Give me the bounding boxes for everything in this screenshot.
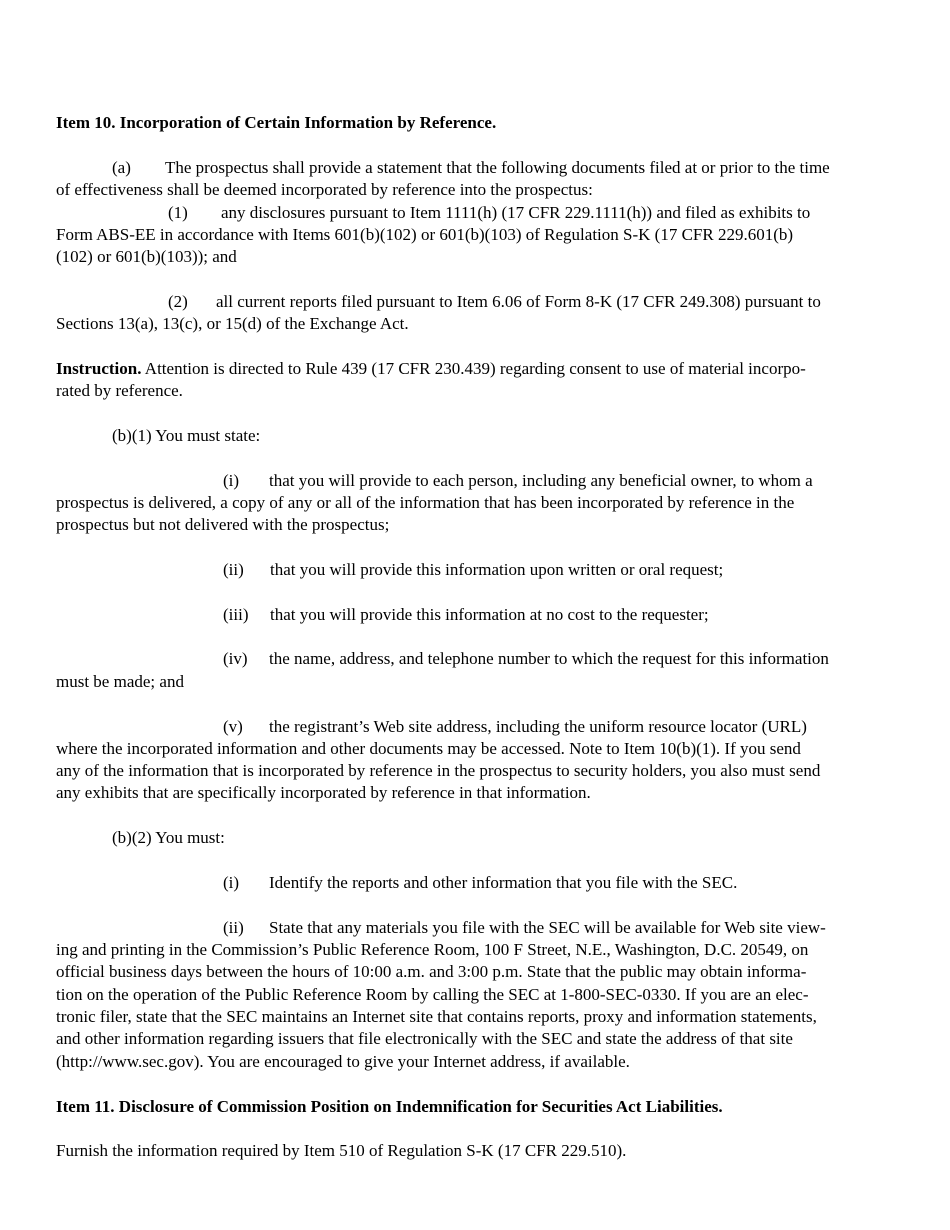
b1-i-line: (i) that you will provide to each person, including any beneficial owner, to whom a bbox=[223, 471, 813, 490]
instruction-label: Instruction. bbox=[56, 359, 142, 378]
b1-v-line: any of the information that is incorporated by reference in the prospectus to security holders, you also must send bbox=[56, 761, 821, 780]
item11-heading: Item 11. Disclosure of Commission Position on Indemnification for Securities Act Liabilities. bbox=[56, 1097, 723, 1116]
b2-intro: (b)(2) You must: bbox=[112, 828, 225, 847]
b1-v-line: (v) the registrant’s Web site address, including the uniform resource locator (URL) bbox=[223, 717, 807, 736]
item11-text: Furnish the information required by Item 510 of Regulation S-K (17 CFR 229.510). bbox=[56, 1141, 627, 1160]
b1-i-line: prospectus but not delivered with the prospectus; bbox=[56, 515, 390, 534]
list-item-1-line: (102) or 601(b)(103)); and bbox=[56, 247, 237, 266]
b1-iv-line: (iv) the name, address, and telephone number to which the request for this information bbox=[223, 649, 829, 668]
b1-v-label: (v) bbox=[223, 717, 243, 736]
list-item-2-label: (2) bbox=[168, 292, 188, 311]
list-item-1-line: Form ABS-EE in accordance with Items 601(b)(102) or 601(b)(103) of Regulation S-K (17 CFR 229.601(b) bbox=[56, 225, 794, 244]
b1-iv-line: must be made; and bbox=[56, 672, 184, 691]
item10-heading: Item 10. Incorporation of Certain Information by Reference. bbox=[56, 113, 497, 132]
para-a-line: (a) The prospectus shall provide a statement that the following documents filed at or prior to the time bbox=[112, 158, 830, 177]
b1-i-line: prospectus is delivered, a copy of any or all of the information that has been incorporated by reference in the bbox=[56, 493, 795, 512]
b1-ii-label: (ii) bbox=[223, 560, 244, 579]
b1-ii-line: (ii) that you will provide this information upon written or oral request; bbox=[223, 560, 724, 579]
b2-ii-line: tronic filer, state that the SEC maintains an Internet site that contains reports, proxy and information statements, bbox=[56, 1007, 817, 1026]
b1-v-line: any exhibits that are specifically incorporated by reference in that information. bbox=[56, 783, 591, 802]
list-item-2-line: Sections 13(a), 13(c), or 15(d) of the Exchange Act. bbox=[56, 314, 409, 333]
list-item-1-line: (1) any disclosures pursuant to Item 1111(h) (17 CFR 229.1111(h)) and filed as exhibits to bbox=[168, 203, 811, 222]
instruction-line: Instruction. Attention is directed to Rule 439 (17 CFR 230.439) regarding consent to use of material incorpo- bbox=[56, 359, 806, 378]
b2-ii-line: (ii) State that any materials you file with the SEC will be available for Web site view- bbox=[223, 918, 826, 937]
b2-ii-label: (ii) bbox=[223, 918, 244, 937]
para-a-label: (a) bbox=[112, 158, 131, 177]
para-a-line: of effectiveness shall be deemed incorporated by reference into the prospectus: bbox=[56, 180, 593, 199]
b1-v-line: where the incorporated information and other documents may be accessed. Note to Item 10(b)(1). If you send bbox=[56, 739, 801, 758]
b2-i-label: (i) bbox=[223, 873, 240, 892]
b2-i-line: (i) Identify the reports and other information that you file with the SEC. bbox=[223, 873, 738, 892]
instruction-line: rated by reference. bbox=[56, 381, 183, 400]
b2-ii-line: tion on the operation of the Public Reference Room by calling the SEC at 1-800-SEC-0330. If you are an elec- bbox=[56, 985, 809, 1004]
b1-iii-line: (iii) that you will provide this information at no cost to the requester; bbox=[223, 605, 709, 624]
b1-i-label: (i) bbox=[223, 471, 240, 490]
b1-iv-label: (iv) bbox=[223, 649, 248, 668]
b2-ii-line: official business days between the hours of 10:00 a.m. and 3:00 p.m. State that the public may obtain informa- bbox=[56, 962, 807, 981]
b1-intro: (b)(1) You must state: bbox=[112, 426, 261, 445]
b2-ii-line: (http://www.sec.gov). You are encouraged to give your Internet address, if available. bbox=[56, 1052, 630, 1071]
b1-iii-label: (iii) bbox=[223, 605, 249, 624]
list-item-1-label: (1) bbox=[168, 203, 188, 222]
b2-ii-line: ing and printing in the Commission’s Public Reference Room, 100 F Street, N.E., Washington, D.C. 20549, on bbox=[56, 940, 809, 959]
list-item-2-line: (2) all current reports filed pursuant to Item 6.06 of Form 8-K (17 CFR 249.308) pursuant to bbox=[168, 292, 821, 311]
b2-ii-line: and other information regarding issuers that file electronically with the SEC and state the address of that site bbox=[56, 1029, 793, 1048]
